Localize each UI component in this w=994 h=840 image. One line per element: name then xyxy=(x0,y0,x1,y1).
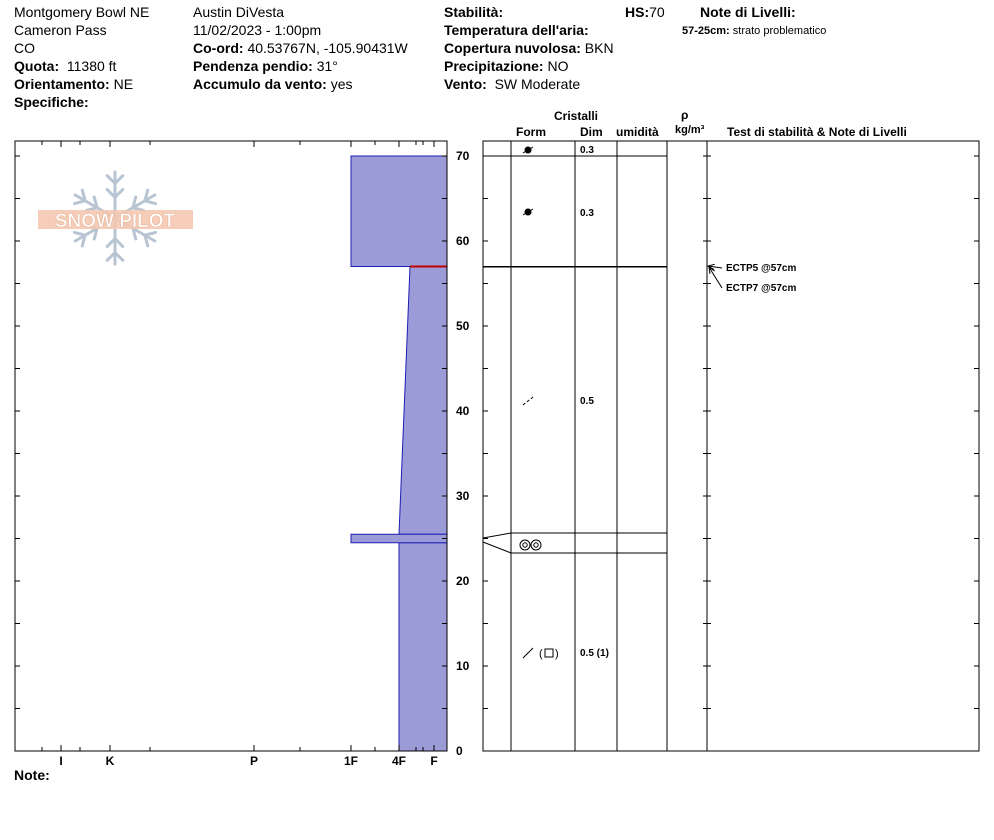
elevation-value: 11380 ft xyxy=(66,58,117,74)
tests-notes-header: Test di stabilità & Note di Livelli xyxy=(727,125,907,139)
observer: Austin DiVesta xyxy=(193,4,285,20)
depth-tick-label: 70 xyxy=(456,149,470,163)
specifics-label: Specifiche: xyxy=(14,94,89,110)
hardness-tick-label: I xyxy=(59,754,63,768)
logo-text: SNOW PILOT xyxy=(54,211,176,232)
layer4-size: 0.5 (1) xyxy=(580,648,609,659)
depth-hoar-symbol xyxy=(545,649,553,657)
snowflake-branch xyxy=(74,201,85,204)
location-name: Montgomery Bowl NE xyxy=(14,4,150,20)
faceted-symbol xyxy=(523,648,533,658)
stability-test-2-arrow xyxy=(712,272,722,288)
snowpilot-logo xyxy=(38,172,193,264)
hs-value: 70 xyxy=(649,4,665,20)
secondary-form-close: ) xyxy=(555,648,559,660)
wind-value: SW Moderate xyxy=(494,76,581,92)
snowflake-branch xyxy=(145,232,156,235)
density-header: kg/m³ xyxy=(675,124,705,136)
melt-freeze-symbol xyxy=(531,540,541,550)
area-name: Cameron Pass xyxy=(14,22,107,38)
layer-notes-title: Note di Livelli: xyxy=(700,4,796,20)
stability-test-1: ECTP5 @57cm xyxy=(726,263,797,274)
depth-tick-label: 20 xyxy=(456,574,470,588)
layer-connector xyxy=(483,533,511,538)
snowflake-branch xyxy=(74,232,85,235)
stability-label: Stabilità: xyxy=(444,4,504,20)
secondary-form-open: ( xyxy=(539,648,543,660)
melt-freeze-symbol-inner xyxy=(534,543,538,547)
elevation-label: Quota: xyxy=(14,58,60,74)
hardness-tick-label: P xyxy=(249,754,259,768)
note-label: Note: xyxy=(14,767,50,783)
moisture-header: umidità xyxy=(616,125,659,139)
layer-note-text: strato problematico xyxy=(732,25,827,37)
depth-tick-label: 40 xyxy=(456,404,470,418)
hardness-tick-label: F xyxy=(430,754,438,768)
hardness-tick-label: 1F xyxy=(343,754,359,768)
stability-test-2: ECTP7 @57cm xyxy=(726,283,797,294)
hardness-tick-label: 4F xyxy=(391,754,407,768)
layer-note-range: 57-25cm: xyxy=(682,25,730,37)
melt-freeze-symbol xyxy=(520,540,530,550)
hardness-tick-label: K xyxy=(105,754,115,768)
form-header: Form xyxy=(516,125,546,139)
slope-label: Pendenza pendio: xyxy=(193,58,313,74)
hardness-layer-4 xyxy=(399,543,447,751)
layer-connector xyxy=(483,542,511,553)
slope-value: 31° xyxy=(316,58,338,74)
wind-load-label: Accumulo da vento: xyxy=(193,76,327,92)
faceted-partial-symbol xyxy=(523,397,533,405)
sky-label: Copertura nuvolosa: xyxy=(444,40,581,56)
wind-load-value: yes xyxy=(330,76,353,92)
depth-tick-label: 60 xyxy=(456,234,470,248)
layer1-size: 0.3 xyxy=(580,145,594,156)
hardness-layer-2 xyxy=(399,267,447,535)
coord-label: Co-ord: xyxy=(193,40,244,56)
layer1-size-mid: 0.3 xyxy=(580,208,594,219)
depth-tick-label: 50 xyxy=(456,319,470,333)
precip-label: Precipitazione: xyxy=(444,58,544,74)
snowflake-branch xyxy=(145,201,156,204)
hs-label: HS: xyxy=(625,4,650,20)
air-temp-label: Temperatura dell'aria: xyxy=(444,22,589,38)
layer2-size: 0.5 xyxy=(580,396,594,407)
depth-tick-label: 0 xyxy=(456,744,463,758)
state-name: CO xyxy=(14,40,35,56)
depth-tick-label: 30 xyxy=(456,489,470,503)
depth-tick-label: 10 xyxy=(456,659,470,673)
rho-header: ρ xyxy=(681,108,689,122)
wind-label: Vento: xyxy=(444,76,487,92)
aspect-value: NE xyxy=(113,76,134,92)
date-time: 11/02/2023 - 1:00pm xyxy=(193,22,322,38)
aspect-label: Orientamento: xyxy=(14,76,110,92)
melt-freeze-symbol-inner xyxy=(523,543,527,547)
dim-header: Dim xyxy=(580,125,603,139)
precip-value: NO xyxy=(547,58,569,74)
crystals-header: Cristalli xyxy=(554,109,599,123)
coord-value: 40.53767N, -105.90431W xyxy=(247,40,408,56)
hardness-layer-3 xyxy=(351,534,447,543)
sky-value: BKN xyxy=(584,40,614,56)
hardness-layer-1 xyxy=(351,156,447,267)
